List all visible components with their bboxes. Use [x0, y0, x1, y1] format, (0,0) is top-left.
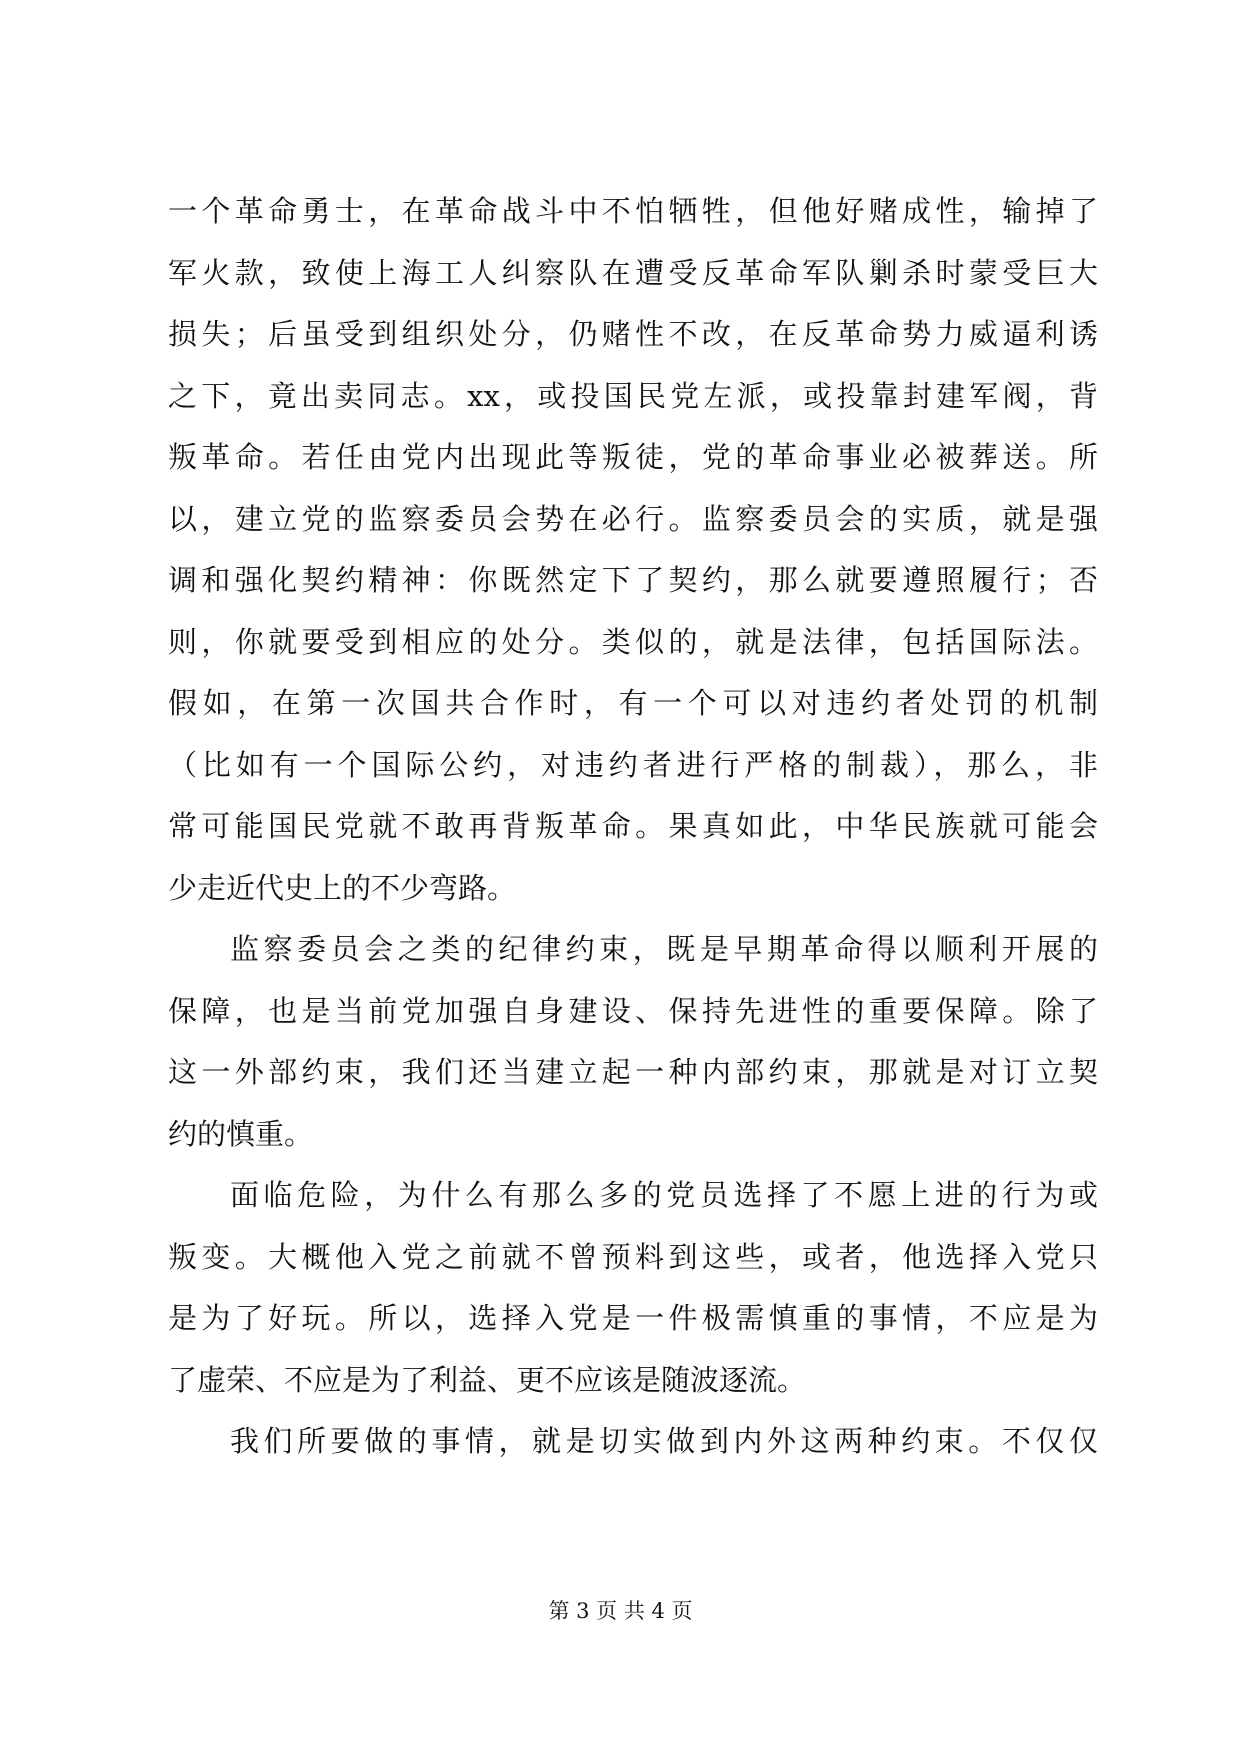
- paragraph-first-line: 监察委员会之类的纪律约束，既是早期革命得以顺利开展的: [230, 932, 1098, 966]
- text-line: 这一外部约束，我们还当建立起一种内部约束，那就是对订立契: [168, 1055, 1098, 1089]
- document-body: [168, 181, 1098, 1473]
- paragraph-first-line: 面临危险，为什么有那么多的党员选择了不愿上进的行为或: [230, 1178, 1098, 1212]
- text-line: （比如有一个国际公约，对违约者进行严格的制裁），那么，非: [168, 747, 1098, 782]
- text-line: 保障，也是当前党加强自身建设、保持先进性的重要保障。除了: [168, 993, 1098, 1028]
- text-line: 调和强化契约精神：你既然定下了契约，那么就要遵照履行；否: [168, 563, 1098, 597]
- paragraph-end-line: 少走近代史上的不少弯路。: [168, 870, 517, 905]
- text-line: 假如，在第一次国共合作时，有一个可以对违约者处罚的机制: [168, 686, 1098, 720]
- text-line: 常可能国民党就不敢再背叛革命。果真如此，中华民族就可能会: [168, 809, 1098, 843]
- text-line: 是为了好玩。所以，选择入党是一件极需慎重的事情，不应是为: [168, 1301, 1098, 1335]
- text-line: 叛革命。若任由党内出现此等叛徒，党的革命事业必被葬送。所: [168, 440, 1098, 474]
- page-number-footer: 第 3 页 共 4 页: [548, 1599, 693, 1623]
- text-line: 一个革命勇士，在革命战斗中不怕牺牲，但他好赌成性，输掉了: [168, 194, 1098, 228]
- text-line: 损失；后虽受到组织处分，仍赌性不改，在反革命势力威逼利诱: [168, 317, 1098, 351]
- text-line: 之下，竟出卖同志。xx，或投国民党左派，或投靠封建军阀，背: [168, 378, 1098, 413]
- text-line: 则，你就要受到相应的处分。类似的，就是法律，包括国际法。: [168, 624, 1098, 659]
- paragraph-end-line: 了虚荣、不应是为了利益、更不应该是随波逐流。: [168, 1362, 807, 1397]
- paragraph-end-line: 约的慎重。: [168, 1116, 314, 1151]
- paragraph-first-line: 我们所要做的事情，就是切实做到内外这两种约束。不仅仅: [230, 1424, 1098, 1458]
- text-line: 军火款，致使上海工人纠察队在遭受反革命军队剿杀时蒙受巨大: [168, 255, 1098, 290]
- text-line: 以，建立党的监察委员会势在必行。监察委员会的实质，就是强: [168, 501, 1098, 536]
- text-line: 叛变。大概他入党之前就不曾预料到这些，或者，他选择入党只: [168, 1239, 1098, 1274]
